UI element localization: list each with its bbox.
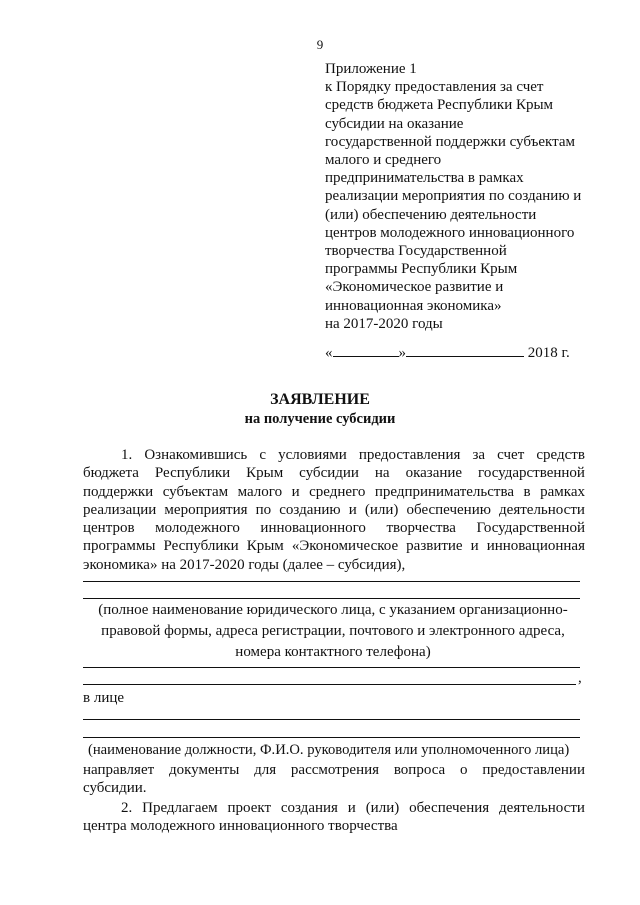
appendix-line: творчества Государственной bbox=[325, 243, 507, 260]
paragraph-line: поддержки субъектам малого и среднего предпринимательства в рамках bbox=[83, 483, 585, 500]
in-person-label: в лице bbox=[83, 690, 125, 706]
appendix-line: центров молодежного инновационного bbox=[325, 224, 575, 241]
document-title: ЗАЯВЛЕНИЕ bbox=[270, 391, 370, 408]
appendix-line: программы Республики Крым bbox=[325, 261, 518, 278]
entity-name-line[interactable] bbox=[83, 598, 580, 599]
entity-hint bbox=[83, 600, 583, 663]
date-line bbox=[325, 342, 570, 362]
appendix-line: государственной поддержки субъектам bbox=[325, 133, 576, 150]
paragraph-line: центра молодежного инновационного творчества bbox=[83, 818, 398, 835]
paragraph-line: программы Республики Крым «Экономическое развитие и инновационная bbox=[83, 538, 585, 555]
appendix-line: средств бюджета Республики Крым bbox=[325, 97, 554, 114]
appendix-line: инновационная экономика» bbox=[325, 297, 502, 314]
appendix-line: предпринимательства в рамках bbox=[325, 170, 524, 187]
appendix-line: малого и среднего bbox=[325, 152, 442, 169]
paragraph-line: 1. Ознакомившись с условиями предоставления за счет средств bbox=[121, 447, 585, 463]
month-blank[interactable] bbox=[406, 342, 524, 357]
entity-details-line[interactable] bbox=[83, 684, 576, 685]
hint-line: правовой формы, адреса регистрации, почтового и электронного адреса, bbox=[101, 623, 565, 639]
sends-paragraph bbox=[83, 761, 585, 798]
position-hint: (наименование должности, Ф.И.О. руководителя или уполномоченного лица) bbox=[88, 742, 570, 758]
appendix-line: на 2017-2020 годы bbox=[325, 315, 443, 332]
appendix-line: «Экономическое развитие и bbox=[325, 279, 504, 296]
paragraph-line: реализации мероприятия по созданию и (или) обеспечению деятельности bbox=[83, 501, 585, 518]
paragraph-line: 2. Предлагаем проект создания и (или) обеспечения деятельности bbox=[121, 800, 585, 816]
paragraph-line: экономика» на 2017-2020 годы (далее – субсидия), bbox=[83, 556, 406, 573]
document-subtitle: на получение субсидии bbox=[244, 411, 396, 427]
line-comma: , bbox=[578, 670, 582, 686]
hint-line: (полное наименование юридического лица, с указанием организационно- bbox=[98, 602, 568, 618]
paragraph-line: центров молодежного инновационного творчества Государственной bbox=[83, 520, 585, 537]
appendix-header bbox=[325, 60, 595, 333]
date-year: 2018 г. bbox=[527, 345, 570, 361]
entity-details-line[interactable] bbox=[83, 667, 580, 668]
appendix-line: субсидии на оказание bbox=[325, 115, 464, 132]
entity-name-line[interactable] bbox=[83, 581, 580, 582]
date-open-quote: « bbox=[325, 345, 333, 361]
date-close-quote: » bbox=[398, 345, 406, 361]
appendix-line: Приложение 1 bbox=[325, 61, 417, 77]
appendix-line: реализации мероприятия по созданию и bbox=[325, 188, 582, 205]
section-2-paragraph bbox=[83, 799, 585, 836]
hint-line: номера контактного телефона) bbox=[235, 644, 431, 660]
paragraph-line: бюджета Республики Крым субсидии на оказание государственной bbox=[83, 465, 585, 482]
appendix-line: (или) обеспечению деятельности bbox=[325, 206, 537, 223]
paragraph-line: направляет документы для рассмотрения вопроса о предоставлении bbox=[83, 762, 585, 778]
day-blank[interactable] bbox=[333, 342, 399, 357]
representative-line[interactable] bbox=[83, 719, 580, 720]
paragraph-line: субсидии. bbox=[83, 780, 147, 797]
section-1-paragraph bbox=[83, 446, 585, 574]
representative-line[interactable] bbox=[83, 737, 580, 738]
page-number: 9 bbox=[316, 37, 324, 52]
appendix-line: к Порядку предоставления за счет bbox=[325, 79, 544, 96]
